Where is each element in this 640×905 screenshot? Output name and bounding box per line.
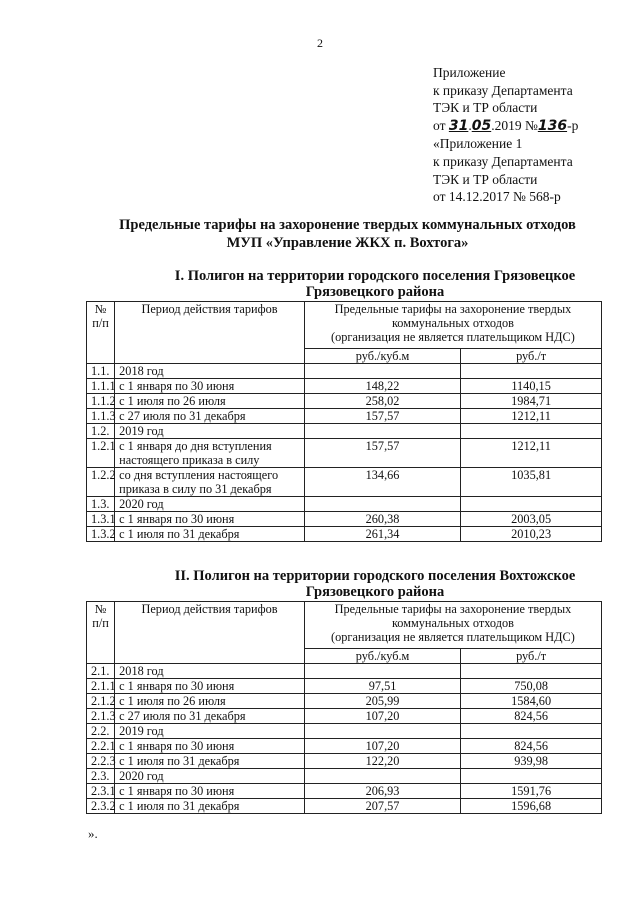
row-number: 2.2.1 — [87, 739, 115, 754]
row-value-m3: 122,20 — [304, 754, 460, 769]
row-number: 2.1.1 — [87, 679, 115, 694]
handwritten-month: 05 — [471, 117, 492, 134]
table-row — [87, 709, 602, 724]
table-row — [87, 379, 602, 394]
header-vat-note: (организация не является плательщиком НДС) — [331, 330, 575, 344]
row-number: 2.2. — [87, 724, 115, 739]
table-row — [87, 364, 602, 379]
table-row — [87, 394, 602, 409]
closing-quote: ». — [88, 826, 98, 841]
document-title — [60, 216, 635, 252]
row-number: 1.3.2 — [87, 527, 115, 542]
row-period: с 1 января по 30 июня — [115, 784, 305, 799]
row-number: 2.2.3 — [87, 754, 115, 769]
header-unit-t: руб./т — [461, 649, 602, 664]
row-period: со дня вступления настоящего приказа в силу по 31 декабря — [115, 468, 305, 497]
header-period: Период действия тарифов — [115, 602, 305, 664]
row-value-t: 2003,05 — [461, 512, 602, 527]
section-title-line: II. Полигон на территории городского поселения Вохтожское — [174, 568, 576, 584]
row-value-t: 1035,81 — [461, 468, 602, 497]
row-value-t: 1212,11 — [461, 439, 602, 468]
row-value-m3 — [304, 364, 460, 379]
row-number: 1.2. — [87, 424, 115, 439]
section-1-title — [100, 268, 640, 300]
row-value-t — [461, 769, 602, 784]
row-value-m3: 148,22 — [304, 379, 460, 394]
appendix-block — [433, 64, 578, 206]
table-row — [87, 439, 602, 468]
header-period: Период действия тарифов — [115, 302, 305, 364]
row-value-m3: 207,57 — [304, 799, 460, 814]
row-number: 1.1. — [87, 364, 115, 379]
section-title-line: Грязовецкого района — [305, 284, 445, 300]
table-row — [87, 497, 602, 512]
appendix-line: от 14.12.2017 № 568-р — [433, 189, 561, 205]
row-period: 2020 год — [115, 769, 305, 784]
row-value-t: 1140,15 — [461, 379, 602, 394]
header-unit-m3: руб./куб.м — [304, 649, 460, 664]
row-value-m3: 134,66 — [304, 468, 460, 497]
tariff-table-1 — [86, 301, 602, 542]
table-row — [87, 754, 602, 769]
section-title-line: Грязовецкого района — [305, 584, 445, 600]
row-number: 1.1.3 — [87, 409, 115, 424]
appendix-line: «Приложение 1 — [433, 136, 523, 152]
row-period: с 1 января по 30 июня — [115, 739, 305, 754]
row-value-t — [461, 364, 602, 379]
header-unit-t: руб./т — [461, 349, 602, 364]
order-date-line — [433, 117, 578, 136]
row-period: с 1 января до дня вступления настоящего приказа в силу — [115, 439, 305, 468]
row-value-t: 1984,71 — [461, 394, 602, 409]
row-period: 2018 год — [115, 364, 305, 379]
row-value-t: 2010,23 — [461, 527, 602, 542]
row-number: 2.3. — [87, 769, 115, 784]
row-value-m3 — [304, 769, 460, 784]
row-value-m3: 157,57 — [304, 439, 460, 468]
row-value-m3: 261,34 — [304, 527, 460, 542]
row-period: с 1 января по 30 июня — [115, 379, 305, 394]
handwritten-day: 31 — [448, 117, 469, 134]
row-value-m3: 260,38 — [304, 512, 460, 527]
appendix-line: Приложение — [433, 65, 506, 80]
order-sep: . — [468, 117, 472, 133]
title-line: МУП «Управление ЖКХ п. Вохтога» — [226, 235, 469, 251]
row-period: с 1 июля по 26 июля — [115, 394, 305, 409]
row-value-m3: 206,93 — [304, 784, 460, 799]
row-value-t: 939,98 — [461, 754, 602, 769]
row-value-t: 1596,68 — [461, 799, 602, 814]
appendix-line: ТЭК и ТР области — [433, 171, 538, 187]
row-value-t: 1591,76 — [461, 784, 602, 799]
row-number: 1.1.2 — [87, 394, 115, 409]
row-value-m3 — [304, 424, 460, 439]
row-value-t: 1212,11 — [461, 409, 602, 424]
row-value-t: 824,56 — [461, 739, 602, 754]
row-number: 2.3.2 — [87, 799, 115, 814]
table-row — [87, 679, 602, 694]
table-row — [87, 784, 602, 799]
row-value-t — [461, 664, 602, 679]
row-period: 2019 год — [115, 724, 305, 739]
row-period: с 1 января по 30 июня — [115, 679, 305, 694]
section-title-line: I. Полигон на территории городского поселения Грязовецкое — [174, 268, 576, 284]
row-period: с 27 июля по 31 декабря — [115, 409, 305, 424]
row-number: 2.1.2 — [87, 694, 115, 709]
row-period: с 27 июля по 31 декабря — [115, 709, 305, 724]
row-number: 1.1.1 — [87, 379, 115, 394]
header-tariff — [304, 302, 601, 349]
table-row — [87, 424, 602, 439]
row-value-m3: 107,20 — [304, 709, 460, 724]
row-value-t: 1584,60 — [461, 694, 602, 709]
row-period: с 1 июля по 31 декабря — [115, 754, 305, 769]
table-row — [87, 409, 602, 424]
row-number: 2.1.3 — [87, 709, 115, 724]
table-row — [87, 724, 602, 739]
appendix-line: ТЭК и ТР области — [433, 100, 538, 116]
title-line: Предельные тарифы на захоронение твердых коммунальных отходов — [119, 217, 576, 233]
row-value-t — [461, 724, 602, 739]
row-number: 2.1. — [87, 664, 115, 679]
table-row — [87, 769, 602, 784]
row-period: с 1 июля по 31 декабря — [115, 799, 305, 814]
row-value-t — [461, 424, 602, 439]
order-year: .2019 № — [491, 117, 538, 133]
row-number: 1.3. — [87, 497, 115, 512]
row-period: 2019 год — [115, 424, 305, 439]
row-period: 2018 год — [115, 664, 305, 679]
appendix-line: к приказу Департамента — [433, 82, 573, 98]
appendix-line: к приказу Департамента — [433, 153, 573, 169]
row-value-t — [461, 497, 602, 512]
section-2-title — [100, 568, 640, 600]
row-number: 1.2.2 — [87, 468, 115, 497]
row-value-m3 — [304, 497, 460, 512]
row-value-m3: 107,20 — [304, 739, 460, 754]
header-unit-m3: руб./куб.м — [304, 349, 460, 364]
row-value-m3: 258,02 — [304, 394, 460, 409]
header-tariff-text: Предельные тарифы на захоронение твердых коммунальных отходов — [334, 302, 572, 330]
row-number: 2.3.1 — [87, 784, 115, 799]
row-value-t: 750,08 — [461, 679, 602, 694]
tariff-table-2 — [86, 601, 602, 814]
table-row — [87, 739, 602, 754]
row-value-m3 — [304, 664, 460, 679]
table-row — [87, 664, 602, 679]
row-number: 1.3.1 — [87, 512, 115, 527]
row-value-t: 824,56 — [461, 709, 602, 724]
page-number: 2 — [317, 36, 323, 50]
header-number: № п/п — [87, 302, 115, 364]
table-row — [87, 468, 602, 497]
header-number: № п/п — [87, 602, 115, 664]
table-row — [87, 694, 602, 709]
table-row — [87, 527, 602, 542]
row-number: 1.2.1 — [87, 439, 115, 468]
header-tariff — [304, 602, 601, 649]
table-row — [87, 512, 602, 527]
row-value-m3: 205,99 — [304, 694, 460, 709]
row-period: с 1 июля по 26 июля — [115, 694, 305, 709]
header-tariff-text: Предельные тарифы на захоронение твердых коммунальных отходов — [334, 602, 572, 630]
row-period: 2020 год — [115, 497, 305, 512]
row-value-m3: 97,51 — [304, 679, 460, 694]
row-value-m3: 157,57 — [304, 409, 460, 424]
order-prefix: от — [433, 117, 446, 133]
order-suffix: -р — [567, 117, 579, 133]
row-period: с 1 января по 30 июня — [115, 512, 305, 527]
row-value-m3 — [304, 724, 460, 739]
handwritten-order-number: 136 — [537, 117, 568, 134]
header-vat-note: (организация не является плательщиком НДС) — [331, 630, 575, 644]
table-row — [87, 799, 602, 814]
row-period: с 1 июля по 31 декабря — [115, 527, 305, 542]
